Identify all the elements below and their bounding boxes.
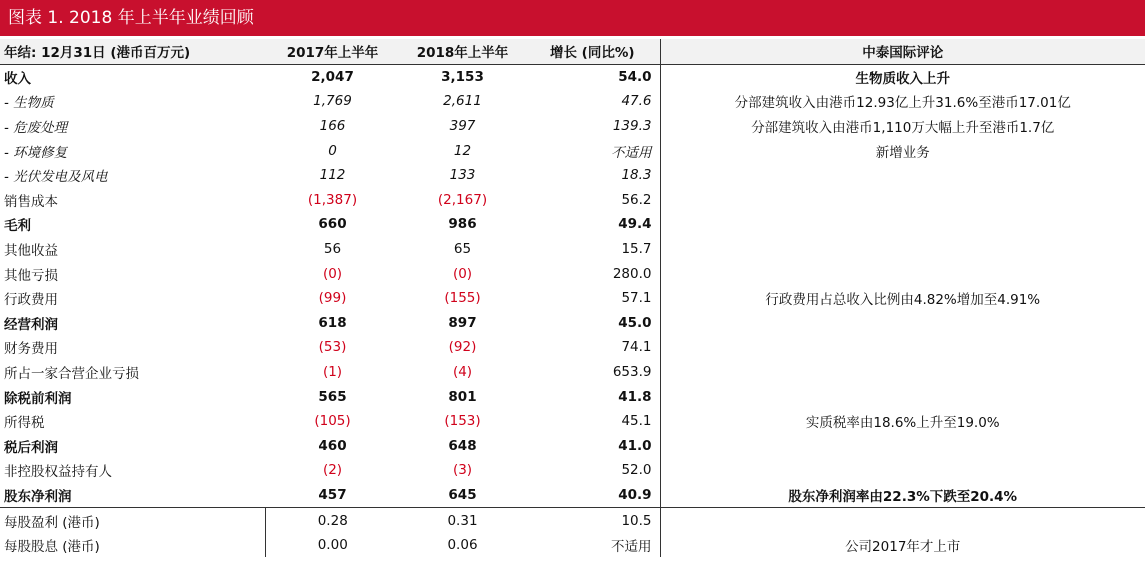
row-comment: 分部建筑收入由港币12.93亿上升31.6%至港币17.01亿: [734, 95, 1071, 112]
row-comment: 新增业务: [875, 144, 930, 161]
table-row: [0, 458, 1145, 483]
row-value-2018: (153): [444, 413, 481, 430]
row-value-2017: 565: [318, 388, 347, 405]
row-value-2018: 645: [448, 486, 477, 503]
row-value-2018: 0.31: [400, 508, 525, 533]
row-value-2018: (2,167): [437, 191, 488, 208]
row-value-2018: 897: [448, 314, 477, 331]
row-value-2018: 801: [448, 388, 477, 405]
row-growth: 41.0: [525, 434, 660, 459]
row-label: 销售成本: [4, 193, 58, 210]
row-comment: 生物质收入上升: [855, 70, 950, 87]
row-growth: 45.0: [525, 311, 660, 336]
row-value-2017: 0: [328, 142, 337, 159]
table-row: [0, 89, 1145, 114]
row-comment: 行政费用占总收入比例由4.82%增加至4.91%: [765, 292, 1041, 309]
row-label: 股东净利润: [4, 488, 72, 505]
row-growth: 49.4: [525, 212, 660, 237]
row-comment: [660, 508, 1145, 533]
row-value-2017: 2,047: [311, 68, 354, 85]
row-value-2018: (3): [452, 462, 473, 479]
table-row: [0, 360, 1145, 385]
row-label: 经营利润: [4, 316, 58, 333]
row-value-2017: 56: [323, 241, 342, 258]
table-row: [0, 311, 1145, 336]
row-value-2017: (1,387): [307, 191, 358, 208]
header-growth: 增长 (同比%): [525, 39, 660, 64]
row-value-2018: 0.06: [447, 537, 478, 554]
row-value-2017: 457: [318, 486, 347, 503]
row-value-2018: 648: [448, 437, 477, 454]
table-row: [0, 114, 1145, 139]
table-row: [0, 508, 1145, 533]
row-value-2017: (0): [322, 265, 343, 282]
header-comment: 中泰国际评论: [660, 39, 1145, 64]
row-growth: 15.7: [525, 237, 660, 262]
header-2017: 2017年上半年: [265, 39, 400, 64]
row-value-2017: 112: [319, 167, 346, 184]
table-header-row: [0, 39, 1145, 64]
row-value-2017: 1,769: [313, 93, 352, 110]
row-value-2017: 618: [318, 314, 347, 331]
row-value-2017: (105): [314, 413, 351, 430]
row-comment: [660, 335, 1145, 360]
row-comment: 公司2017年才上市: [845, 539, 961, 556]
row-value-2017: 0.28: [265, 508, 400, 533]
row-growth: 280.0: [525, 261, 660, 286]
table-row: [0, 286, 1145, 311]
row-growth: 74.1: [525, 335, 660, 360]
table-row: [0, 138, 1145, 163]
row-growth: 40.9: [525, 483, 660, 508]
header-2018: 2018年上半年: [400, 39, 525, 64]
table-row: [0, 533, 1145, 558]
row-label: - 生物质: [4, 95, 54, 112]
table-row: [0, 212, 1145, 237]
row-comment: [660, 360, 1145, 385]
row-growth: 47.6: [525, 89, 660, 114]
table-row: [0, 434, 1145, 459]
row-comment: [660, 212, 1145, 237]
row-comment: 分部建筑收入由港币1,110万大幅上升至港币1.7亿: [751, 120, 1055, 137]
row-value-2017: (2): [322, 462, 343, 479]
row-comment: [660, 434, 1145, 459]
row-label: - 光伏发电及风电: [4, 169, 108, 186]
row-label: - 环境修复: [4, 144, 68, 161]
row-comment: [660, 261, 1145, 286]
row-label: 每股股息 (港币): [0, 533, 265, 558]
table-title: 图表 1. 2018 年上半年业绩回顾: [0, 0, 1145, 36]
row-comment: [660, 458, 1145, 483]
table-row: [0, 237, 1145, 262]
row-label: 其他亏损: [4, 267, 58, 284]
table-row: [0, 188, 1145, 213]
row-value-2018: 3,153: [441, 68, 484, 85]
row-value-2017: 660: [318, 216, 347, 233]
row-label: 非控股权益持有人: [4, 464, 112, 481]
row-value-2018: 2,611: [443, 93, 482, 110]
row-label: 收入: [4, 70, 31, 87]
row-comment: 实质税率由18.6%上升至19.0%: [805, 415, 1000, 432]
row-growth: 54.0: [525, 64, 660, 89]
row-comment: [660, 237, 1145, 262]
row-growth: 52.0: [525, 458, 660, 483]
row-label: 除税前利润: [4, 390, 72, 407]
row-value-2018: (92): [448, 339, 477, 356]
table-row: [0, 483, 1145, 508]
table-row: [0, 261, 1145, 286]
row-value-2018: 397: [449, 118, 476, 135]
row-label: 每股盈利 (港币): [0, 508, 265, 533]
row-comment: 股东净利润率由22.3%下跌至20.4%: [788, 488, 1018, 505]
row-label: 其他收益: [4, 243, 58, 260]
row-value-2018: 12: [453, 142, 472, 159]
row-growth: 45.1: [525, 409, 660, 434]
row-value-2017: (99): [318, 290, 347, 307]
row-value-2018: 133: [449, 167, 476, 184]
header-label: 年结: 12月31日 (港币百万元): [0, 39, 265, 64]
row-label: - 危废处理: [4, 120, 68, 137]
row-value-2018: 986: [448, 216, 477, 233]
row-label: 所得税: [4, 415, 45, 432]
row-label: 税后利润: [4, 439, 58, 456]
row-value-2017: 460: [318, 437, 347, 454]
row-growth: 41.8: [525, 384, 660, 409]
row-label: 行政费用: [4, 292, 58, 309]
table-row: [0, 384, 1145, 409]
row-label: 毛利: [4, 218, 31, 235]
row-growth: 653.9: [525, 360, 660, 385]
row-value-2017: 0.00: [317, 537, 348, 554]
row-value-2018: (4): [452, 364, 473, 381]
row-value-2017: (1): [322, 364, 343, 381]
table-row: [0, 163, 1145, 188]
table-row: [0, 335, 1145, 360]
table-row: [0, 409, 1145, 434]
row-growth: 57.1: [525, 286, 660, 311]
row-comment: [660, 188, 1145, 213]
row-growth: 18.3: [525, 163, 660, 188]
table-row: [0, 64, 1145, 89]
results-table: [0, 39, 1145, 557]
row-growth: 10.5: [525, 508, 660, 533]
row-value-2018: 65: [453, 241, 472, 258]
row-value-2017: (53): [318, 339, 347, 356]
row-value-2017: 166: [319, 118, 346, 135]
row-value-2018: (155): [444, 290, 481, 307]
row-growth: 不适用: [525, 533, 660, 558]
row-value-2018: (0): [452, 265, 473, 282]
row-comment: [660, 384, 1145, 409]
row-label: 所占一家合营企业亏损: [4, 366, 139, 383]
row-growth: 56.2: [525, 188, 660, 213]
row-comment: [660, 311, 1145, 336]
row-comment: [660, 163, 1145, 188]
row-label: 财务费用: [4, 341, 58, 358]
row-growth: 139.3: [525, 114, 660, 139]
row-growth: 不适用: [525, 138, 660, 163]
